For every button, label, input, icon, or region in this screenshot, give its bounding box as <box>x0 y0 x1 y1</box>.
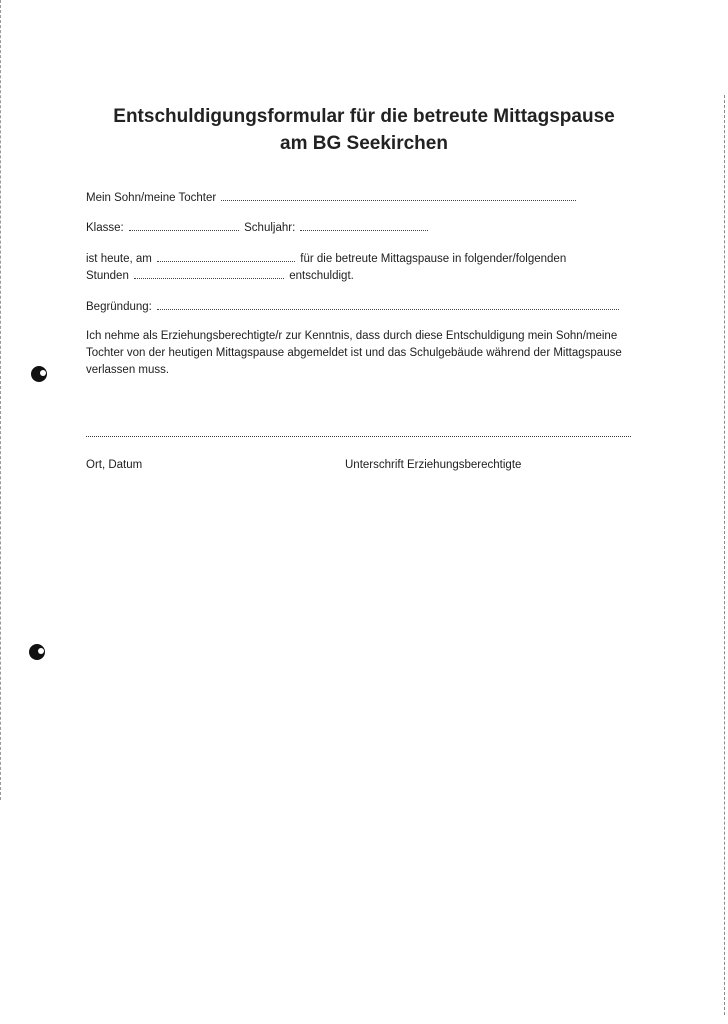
hours-row <box>86 267 354 284</box>
reason-label: Begründung: <box>86 301 152 313</box>
hours-field[interactable] <box>134 267 284 279</box>
punch-hole-top <box>31 366 47 382</box>
child-row <box>86 189 578 206</box>
signature-label: Unterschrift Erziehungsberechtigte <box>345 459 522 471</box>
notice-text: Ich nehme als Erziehungsberechtigte/r zur Kenntnis, dass durch diese Entschuldigung mein Sohn/meine Tochter von der heutigen Mittagspause abgemeldet ist und das Schulgebäude während der Mittagspause verlassen muss. <box>86 330 622 376</box>
hours-label: Stunden <box>86 270 129 282</box>
date-prefix: ist heute, am <box>86 253 152 265</box>
child-label: Mein Sohn/meine Tochter <box>86 192 217 204</box>
reason-field[interactable] <box>157 298 619 310</box>
punch-hole-bottom <box>29 644 45 660</box>
scan-edge-left <box>0 0 5 800</box>
class-field[interactable] <box>129 219 239 231</box>
date-suffix: für die betreute Mittagspause in folgender/folgenden <box>300 253 567 265</box>
form-title: Entschuldigungsformular für die betreute Mittagspause <box>113 106 615 127</box>
school-year-field[interactable] <box>300 219 428 231</box>
class-row <box>86 219 430 236</box>
reason-row <box>86 298 621 315</box>
school-year-label: Schuljahr: <box>244 222 296 234</box>
class-label: Klasse: <box>86 222 124 234</box>
place-date-label: Ort, Datum <box>86 459 143 471</box>
date-field[interactable] <box>157 250 295 262</box>
signature-line[interactable] <box>86 436 631 437</box>
scan-edge-right <box>720 95 725 1015</box>
child-name-field[interactable] <box>221 189 576 201</box>
date-row <box>86 250 566 267</box>
form-subtitle: am BG Seekirchen <box>280 133 448 154</box>
hours-suffix: entschuldigt. <box>289 270 354 282</box>
